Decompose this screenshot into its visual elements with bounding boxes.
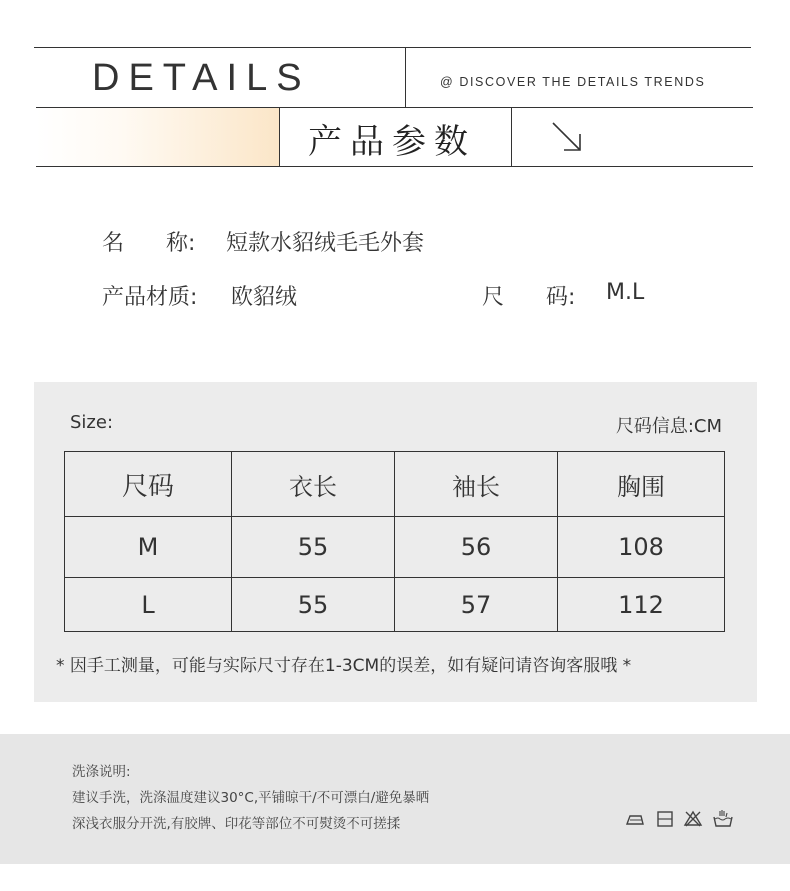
arrow-down-right-icon: [550, 120, 586, 156]
table-cell: 57: [395, 578, 558, 632]
name-value: 短款水貂绒毛毛外套: [226, 231, 425, 256]
details-subtitle: @ DISCOVER THE DETAILS TRENDS: [440, 75, 706, 89]
table-header-row: [65, 452, 725, 517]
size-caption: Size:: [70, 412, 114, 433]
no-bleach-icon: [682, 808, 704, 830]
header-top-rule: [34, 47, 751, 48]
section-divider-left: [279, 107, 280, 167]
material-value: 欧貂绒: [231, 285, 298, 310]
table-header-cell: 胸围: [558, 452, 725, 517]
hand-wash-icon: [712, 808, 734, 830]
section-title: 产品参数: [308, 122, 476, 162]
table-cell: 112: [558, 578, 725, 632]
header-divider: [405, 47, 406, 107]
no-tumble-dry-icon: [654, 808, 676, 830]
care-title: 洗涤说明:: [72, 764, 131, 780]
size-field-value: M.L: [606, 280, 645, 305]
measurement-note: * 因手工测量，可能与实际尺寸存在1-3CM的误差，如有疑问请咨询客服哦 *: [56, 656, 632, 676]
size-table: [64, 451, 725, 632]
header-bottom-rule: [36, 166, 753, 167]
gradient-decoration: [36, 108, 279, 166]
table-cell: M: [65, 517, 232, 578]
iron-icon: [624, 808, 646, 830]
table-cell: 108: [558, 517, 725, 578]
table-header-cell: 衣长: [232, 452, 395, 517]
table-cell: L: [65, 578, 232, 632]
table-row: [65, 578, 725, 632]
name-label: 名 称:: [102, 231, 196, 256]
table-cell: 55: [232, 517, 395, 578]
details-title: DETAILS: [92, 57, 311, 99]
table-header-cell: 袖长: [395, 452, 558, 517]
table-header-cell: 尺码: [65, 452, 232, 517]
section-divider-right: [511, 107, 512, 167]
size-unit-caption: 尺码信息:CM: [615, 416, 722, 437]
table-cell: 55: [232, 578, 395, 632]
table-row: [65, 517, 725, 578]
table-cell: 56: [395, 517, 558, 578]
material-label: 产品材质:: [102, 285, 198, 310]
care-line-2: 深浅衣服分开洗,有胶牌、印花等部位不可熨烫不可搓揉: [72, 816, 401, 832]
care-line-1: 建议手洗，洗涤温度建议30°C,平铺晾干/不可漂白/避免暴晒: [72, 790, 430, 806]
size-field-label: 尺 码:: [482, 285, 576, 310]
